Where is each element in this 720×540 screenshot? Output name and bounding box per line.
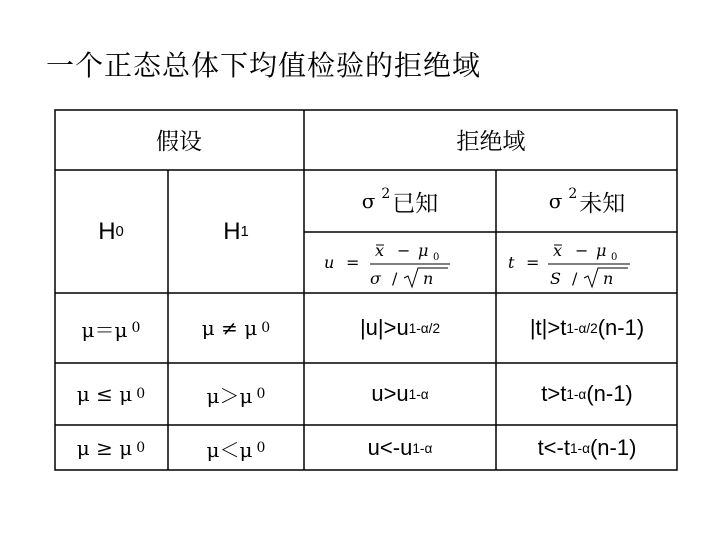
u-symbol: u [324,253,335,272]
row-2-h0: μ ≤ μ 0 [76,382,146,406]
t-statistic-formula [496,232,678,293]
u-statistic-formula [304,232,496,293]
minus-sign: − [575,241,589,260]
sigma-known-header: σ 2 已知 [361,186,439,217]
x-bar: x [375,241,385,260]
mu-subscript: 0 [433,252,440,263]
page-title: 一个正态总体下均值检验的拒绝域 [46,49,482,82]
h1-label: H 1 [223,217,249,245]
x-bar: x [553,241,563,260]
mu-subscript: 0 [611,252,618,263]
header-rejection-region: 拒绝域 [456,129,526,155]
sigma-symbol: σ [370,269,381,288]
row-3-h1: μ＜μ 0 [206,437,266,462]
t-symbol: t [508,253,515,272]
row-1-h1: μ ≠ μ 0 [201,316,271,340]
sigma-unknown-header: σ 2 未知 [548,186,626,217]
n-symbol: n [603,269,614,288]
row-2-known-region: u>u 1-α [371,381,429,406]
row-2-h1: μ＞μ 0 [206,383,266,408]
rejection-region-table [54,109,678,471]
row-1-unknown-region: |t|>t 1-α/2 (n-1) [529,315,645,340]
row-2-unknown-region: t>t 1-α (n-1) [541,381,633,406]
row-1-known-region: |u|>u 1-α/2 [359,315,441,340]
mu-symbol: μ [418,241,429,260]
slash-symbol: / [572,269,578,288]
S-symbol: S [550,269,561,288]
mu-symbol: μ [596,241,607,260]
minus-sign: − [397,241,411,260]
row-3-unknown-region: t<-t 1-α (n-1) [537,435,637,460]
row-3-known-region: u<-u 1-α [367,435,433,460]
header-hypothesis: 假设 [156,129,202,155]
n-symbol: n [423,269,434,288]
slash-symbol: / [392,269,398,288]
row-1-h0: μ＝μ 0 [81,317,141,342]
row-3-h0: μ ≥ μ 0 [76,436,146,460]
equals-sign: = [346,253,360,272]
equals-sign: = [526,253,540,272]
h0-label: H 0 [98,217,124,245]
